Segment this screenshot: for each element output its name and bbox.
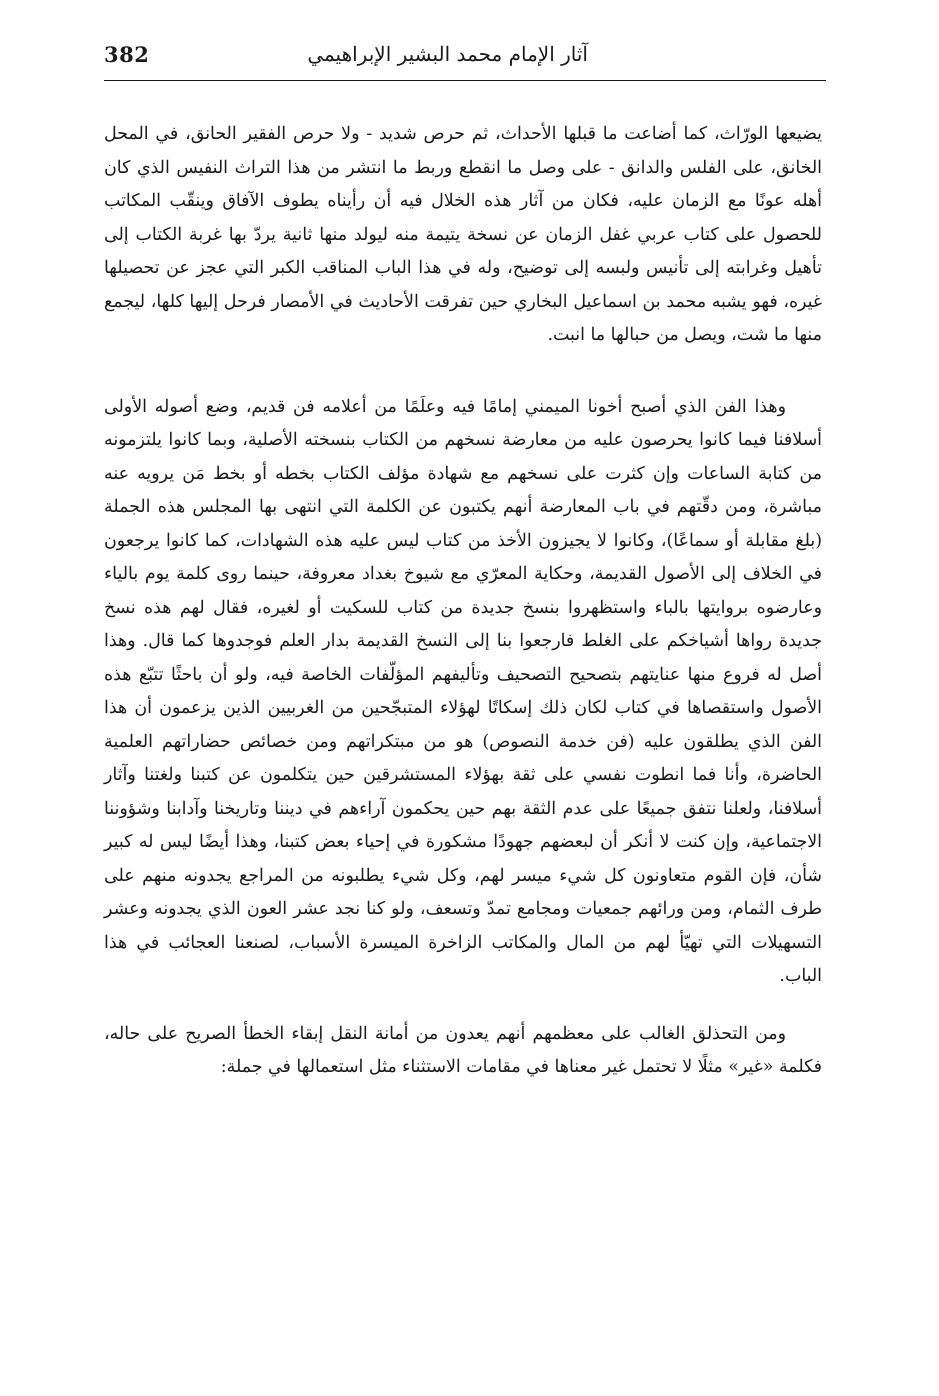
page-header xyxy=(104,40,826,81)
paragraph-2: وهذا الفن الذي أصبح أخونا الميمني إمامًا فيه وعلَمًا من أعلامه فن قديم، وضع أصوله الأولى أسلافنا فيما كانوا يحرصون عليه من معارضة نسخهم من الكتاب بنسخته الأصلية، وبما كانوا يلتزمونه من كتابة الساعات وإن كثرت على نسخهم مع شهادة مؤلف الكتاب بخطه أو بخط مَن يرويه عنه مباشرة، ومن دقّتهم في باب المعارضة أنهم يكتبون عن الكلمة التي انتهى بها المجلس هذه الجملة (بلغ مقابلة أو سماعًا)، وكانوا لا يجيزون الأخذ من كتاب ليس عليه هذه الشهادات، كما كانوا يرجعون في الخلاف إلى الأصول القديمة، وحكاية المعرّي مع شيوخ بغداد معروفة، حينما روى كلمة يوم بالياء وعارضوه بروايتها بالباء واستظهروا بنسخ جديدة من كتاب للسكيت أو لغيره، فقال لهم هذه نسخ جديدة رواها أشياخكم على الغلط فارجعوا بنا إلى النسخ القديمة بدار العلم فوجدوها كما قال. وهذا أصل له فروع منها عنايتهم بتصحيح التصحيف وتأليفهم المؤلّفات الخاصة فيه، ولو أن باحثًا تتبّع هذه الأصول واستقصاها في كتاب لكان ذلك إسكاتًا لهؤلاء المتبجّحين من الغربيين الذين يزعمون أن هذا الفن الذي يطلقون عليه (فن خدمة النصوص) هو من مبتكراتهم ومن خصائص حضاراتهم العلمية الحاضرة، وأنا فما انطوت نفسي على ثقة بهؤلاء المستشرقين حين يتكلمون عن كتبنا ولغتنا وآثار أسلافنا، ولعلنا نتفق جميعًا على عدم الثقة بهم حين يحكمون آراءهم في ديننا وتاريخنا وآدابنا وشؤوننا الاجتماعية، وإن كنت لا أنكر أن لبعضهم جهودًا مشكورة في إحياء بعض كتبنا، وهذا أيضًا ليس له كبير شأن، فإن القوم متعاونون كل شيء ميسر لهم، وكل شيء يطلبونه من المراجع يجدونه منهم على طرف الثمام، ومن ورائهم جمعيات ومجامع تمدّ وتسعف، ولو كنا نجد عشر العون الذي يجدونه وعشر التسهيلات التي تهيّأ لهم من المال والمكاتب الزاخرة الميسرة الأسباب، لصنعنا العجائب في هذا الباب. xyxy=(104,396,822,986)
paragraph-3: ومن التحذلق الغالب على معظمهم أنهم يعدون من أمانة النقل إبقاء الخطأ الصريح على حاله، فكلمة «غير» مثلًا لا تحتمل غير معناها في مقامات الاستثناء مثل استعمالها في جملة: xyxy=(104,1023,822,1077)
body-text xyxy=(104,118,822,1109)
page-number: 382 xyxy=(104,42,150,67)
paragraph-1: يضيعها الورّاث، كما أضاعت ما قبلها الأحداث، ثم حرص شديد - ولا حرص الفقير الحانق، في المحل الخانق، على الفلس والدانق - على وصل ما انقطع وربط ما انتشر من هذا التراث النفيس الذي كان أهله عونًا مع الزمان عليه، فكان من آثار هذه الخلال فيه أن رأيناه يطوف الآفاق وينقّب المكاتب للحصول على كتاب عربي غفل الزمان عن نسخة يتيمة منه ليولد منها ثانية يردّ بها غربة الكتاب إلى تأهيل وغرابته إلى تأنيس ولبسه إلى توضيح، وله في هذا الباب المناقب الكبر التي عجز عن تحصيلها غيره، فهو يشبه محمد بن اسماعيل البخاري حين تفرقت الأحاديث في الأمصار فرحل إليها كلها، ليجمع منها ما شت، ويصل من حبالها ما انبت. xyxy=(104,124,822,345)
running-title: آثار الإمام محمد البشير الإبراهيمي xyxy=(307,42,588,66)
